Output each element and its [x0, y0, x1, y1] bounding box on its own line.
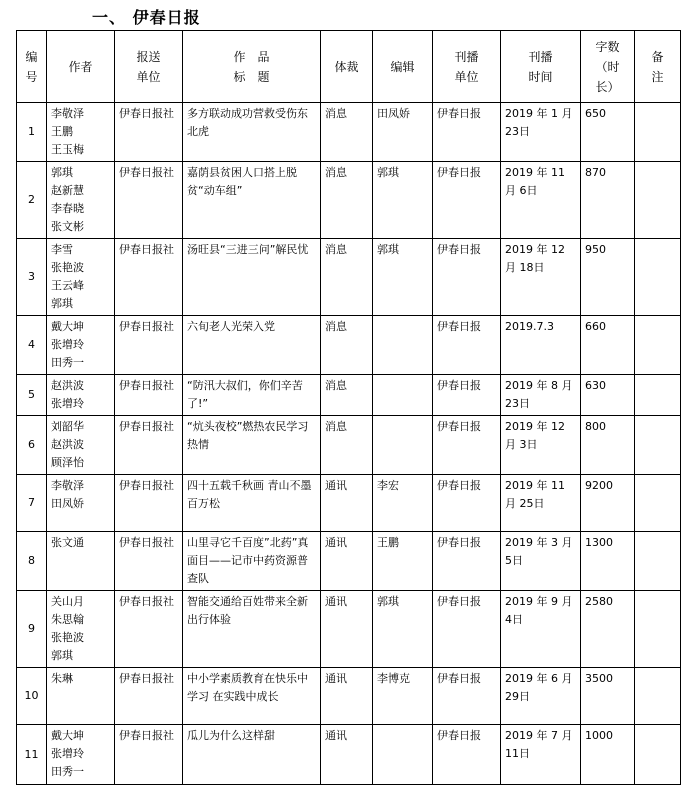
header-pub-unit: 刊播 单位: [433, 31, 501, 103]
author-name: 张文彬: [51, 220, 84, 233]
cell-pub-time: 2019 年 1 月 23日: [501, 103, 581, 162]
cell-no: 3: [17, 239, 47, 316]
cell-remark: [635, 668, 681, 725]
cell-pub-time: 2019 年 12 月 3日: [501, 416, 581, 475]
cell-title: 山里寻它千百度”北药”真面目——记市中药资源普查队: [183, 532, 321, 591]
cell-remark: [635, 103, 681, 162]
header-words: 字数 （时 长）: [581, 31, 635, 103]
cell-pub-unit: 伊春日报: [433, 532, 501, 591]
cell-words: 650: [581, 103, 635, 162]
cell-title: “防汛大叔们，你们辛苦了!”: [183, 375, 321, 416]
cell-words: 1000: [581, 725, 635, 785]
cell-unit: 伊春日报社: [115, 725, 183, 785]
cell-unit: 伊春日报社: [115, 103, 183, 162]
author-name: 田凤娇: [51, 497, 84, 510]
cell-words: 9200: [581, 475, 635, 532]
cell-no: 4: [17, 316, 47, 375]
cell-authors: [47, 532, 115, 591]
cell-title: 六旬老人光荣入党: [183, 316, 321, 375]
cell-title: 汤旺县“三进三问”解民忧: [183, 239, 321, 316]
cell-authors: [47, 591, 115, 668]
author-name: 王云峰: [51, 279, 84, 292]
cell-pub-unit: 伊春日报: [433, 416, 501, 475]
cell-no: 10: [17, 668, 47, 725]
cell-pub-unit: 伊春日报: [433, 591, 501, 668]
cell-editor: 王鹏: [373, 532, 433, 591]
cell-unit: 伊春日报社: [115, 239, 183, 316]
section-heading: 一、 伊春日报: [92, 8, 201, 27]
table-row: [17, 668, 681, 725]
cell-words: 660: [581, 316, 635, 375]
author-name: 朱琳: [51, 672, 73, 685]
cell-genre: 通讯: [321, 591, 373, 668]
cell-authors: [47, 239, 115, 316]
cell-genre: 消息: [321, 316, 373, 375]
cell-genre: 通讯: [321, 725, 373, 785]
cell-remark: [635, 316, 681, 375]
header-no: 编 号: [17, 31, 47, 103]
cell-no: 2: [17, 162, 47, 239]
cell-words: 1300: [581, 532, 635, 591]
cell-unit: 伊春日报社: [115, 532, 183, 591]
award-table: [16, 30, 681, 785]
author-name: 李雪: [51, 243, 73, 256]
cell-pub-time: 2019 年 11 月 6日: [501, 162, 581, 239]
cell-title: 瓜儿为什么这样甜: [183, 725, 321, 785]
cell-title: 四十五载千秋画 青山不墨百万松: [183, 475, 321, 532]
cell-unit: 伊春日报社: [115, 668, 183, 725]
cell-title: 中小学素质教育在快乐中学习 在实践中成长: [183, 668, 321, 725]
author-name: 赵洪波: [51, 438, 84, 451]
author-name: 李春晓: [51, 202, 84, 215]
cell-title: “炕头夜校”燃热农民学习热情: [183, 416, 321, 475]
cell-pub-unit: 伊春日报: [433, 668, 501, 725]
header-remark: 备 注: [635, 31, 681, 103]
cell-title: 嘉荫县贫困人口搭上脱贫“动车组”: [183, 162, 321, 239]
author-name: 王鹏: [51, 125, 73, 138]
cell-no: 9: [17, 591, 47, 668]
cell-editor: [373, 375, 433, 416]
header-pub-time: 刊播 时间: [501, 31, 581, 103]
cell-remark: [635, 591, 681, 668]
cell-remark: [635, 532, 681, 591]
cell-unit: 伊春日报社: [115, 375, 183, 416]
header-genre: 体裁: [321, 31, 373, 103]
author-name: 张增玲: [51, 747, 84, 760]
cell-authors: [47, 416, 115, 475]
cell-pub-unit: 伊春日报: [433, 316, 501, 375]
table-row: [17, 375, 681, 416]
cell-remark: [635, 239, 681, 316]
cell-editor: 李宏: [373, 475, 433, 532]
cell-words: 800: [581, 416, 635, 475]
author-name: 张增玲: [51, 338, 84, 351]
cell-pub-time: 2019 年 3 月 5日: [501, 532, 581, 591]
cell-words: 870: [581, 162, 635, 239]
cell-remark: [635, 725, 681, 785]
table-row: [17, 591, 681, 668]
cell-remark: [635, 162, 681, 239]
table-row: [17, 103, 681, 162]
cell-editor: [373, 416, 433, 475]
cell-unit: 伊春日报社: [115, 475, 183, 532]
author-name: 张艳波: [51, 631, 84, 644]
author-name: 王玉梅: [51, 143, 84, 156]
cell-pub-time: 2019.7.3: [501, 316, 581, 375]
table-row: [17, 239, 681, 316]
author-name: 戴大坤: [51, 729, 84, 742]
cell-pub-unit: 伊春日报: [433, 239, 501, 316]
table-row: [17, 725, 681, 785]
cell-editor: 郭琪: [373, 162, 433, 239]
table-row: [17, 416, 681, 475]
cell-authors: [47, 668, 115, 725]
cell-unit: 伊春日报社: [115, 416, 183, 475]
cell-unit: 伊春日报社: [115, 591, 183, 668]
table-row: [17, 162, 681, 239]
cell-authors: [47, 475, 115, 532]
cell-genre: 通讯: [321, 532, 373, 591]
table-row: [17, 475, 681, 532]
cell-pub-time: 2019 年 11 月 25日: [501, 475, 581, 532]
cell-pub-time: 2019 年 9 月 4日: [501, 591, 581, 668]
cell-unit: 伊春日报社: [115, 316, 183, 375]
cell-authors: [47, 375, 115, 416]
author-name: 张增玲: [51, 397, 84, 410]
author-name: 田秀一: [51, 765, 84, 778]
cell-genre: 消息: [321, 239, 373, 316]
cell-genre: 通讯: [321, 668, 373, 725]
cell-no: 1: [17, 103, 47, 162]
cell-genre: 通讯: [321, 475, 373, 532]
author-name: 戴大坤: [51, 320, 84, 333]
cell-authors: [47, 162, 115, 239]
author-name: 郭琪: [51, 297, 73, 310]
cell-editor: [373, 316, 433, 375]
cell-no: 6: [17, 416, 47, 475]
cell-pub-unit: 伊春日报: [433, 103, 501, 162]
cell-remark: [635, 416, 681, 475]
cell-pub-unit: 伊春日报: [433, 162, 501, 239]
cell-title: 多方联动成功营救受伤东北虎: [183, 103, 321, 162]
table-row: [17, 316, 681, 375]
author-name: 郭琪: [51, 166, 73, 179]
author-name: 刘韶华: [51, 420, 84, 433]
cell-editor: [373, 725, 433, 785]
author-name: 张文通: [51, 536, 84, 549]
cell-no: 8: [17, 532, 47, 591]
author-name: 关山月: [51, 595, 84, 608]
cell-pub-unit: 伊春日报: [433, 375, 501, 416]
cell-words: 950: [581, 239, 635, 316]
author-name: 朱思翰: [51, 613, 84, 626]
cell-genre: 消息: [321, 375, 373, 416]
table-row: [17, 532, 681, 591]
cell-pub-unit: 伊春日报: [433, 725, 501, 785]
header-editor: 编辑: [373, 31, 433, 103]
author-name: 赵新慧: [51, 184, 84, 197]
cell-editor: 李博克: [373, 668, 433, 725]
author-name: 郭琪: [51, 649, 73, 662]
header-row: [17, 31, 681, 103]
cell-no: 5: [17, 375, 47, 416]
cell-editor: 郭琪: [373, 239, 433, 316]
cell-genre: 消息: [321, 416, 373, 475]
header-author: 作者: [47, 31, 115, 103]
cell-pub-time: 2019 年 12 月 18日: [501, 239, 581, 316]
cell-words: 3500: [581, 668, 635, 725]
author-name: 李敬泽: [51, 479, 84, 492]
cell-unit: 伊春日报社: [115, 162, 183, 239]
cell-pub-unit: 伊春日报: [433, 475, 501, 532]
cell-pub-time: 2019 年 8 月 23日: [501, 375, 581, 416]
cell-genre: 消息: [321, 162, 373, 239]
cell-remark: [635, 475, 681, 532]
author-name: 赵洪波: [51, 379, 84, 392]
cell-pub-time: 2019 年 7 月 11日: [501, 725, 581, 785]
cell-editor: 田凤娇: [373, 103, 433, 162]
cell-editor: 郭琪: [373, 591, 433, 668]
cell-pub-time: 2019 年 6 月 29日: [501, 668, 581, 725]
header-title: 作 品 标 题: [183, 31, 321, 103]
author-name: 田秀一: [51, 356, 84, 369]
author-name: 张艳波: [51, 261, 84, 274]
cell-authors: [47, 725, 115, 785]
cell-words: 630: [581, 375, 635, 416]
author-name: 顾泽怡: [51, 456, 84, 469]
cell-genre: 消息: [321, 103, 373, 162]
cell-no: 7: [17, 475, 47, 532]
cell-authors: [47, 316, 115, 375]
cell-words: 2580: [581, 591, 635, 668]
author-name: 李敬泽: [51, 107, 84, 120]
cell-title: 智能交通给百姓带来全新出行体验: [183, 591, 321, 668]
cell-authors: [47, 103, 115, 162]
cell-no: 11: [17, 725, 47, 785]
cell-remark: [635, 375, 681, 416]
header-unit: 报送 单位: [115, 31, 183, 103]
